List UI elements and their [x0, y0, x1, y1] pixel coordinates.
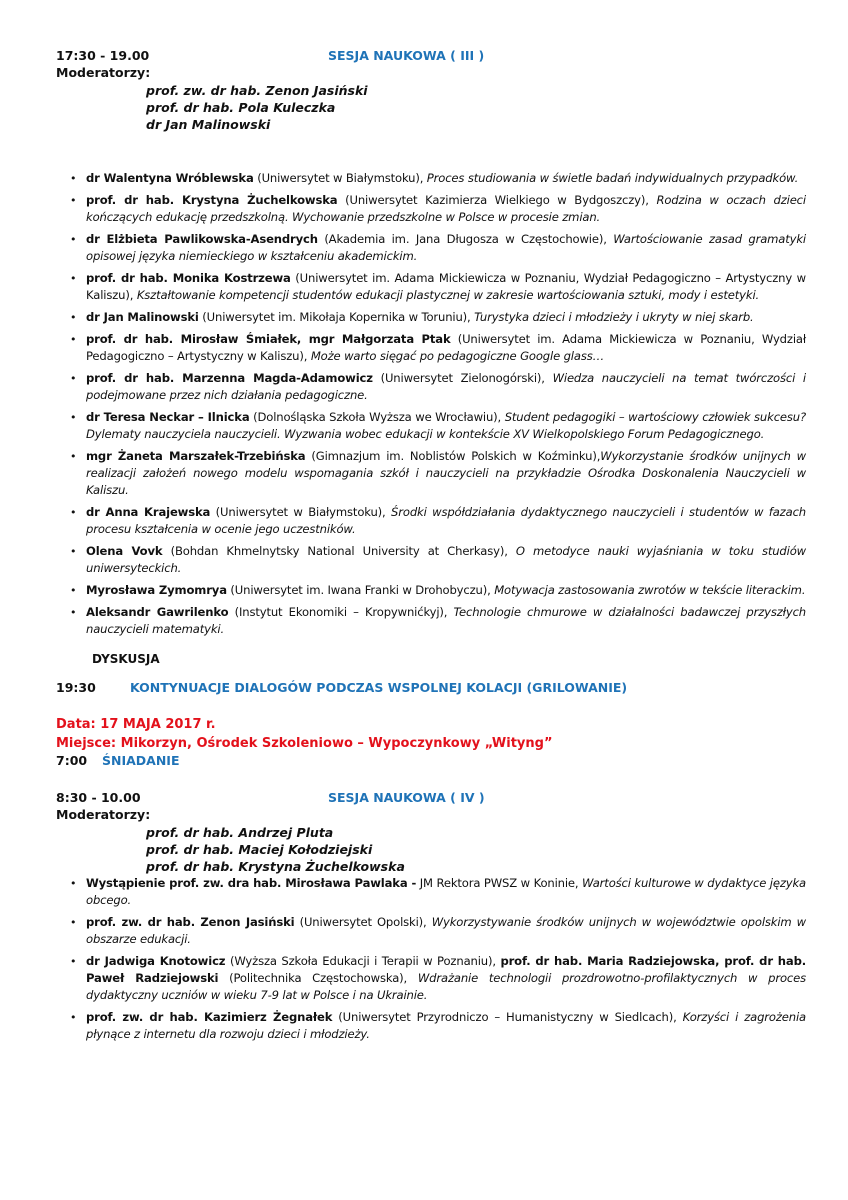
talk-author: prof. dr hab. Mirosław Śmiałek, mgr Małgorzata Ptak: [86, 332, 451, 346]
talk-item: [56, 604, 806, 638]
talk-author: prof. zw. dr hab. Zenon Jasiński: [86, 915, 295, 929]
bullet-icon: •: [70, 194, 77, 207]
talk-author: dr Elżbieta Pawlikowska-Asendrych: [86, 232, 318, 246]
talk-title: Korzyści i zagrożenia płynące z internetu dla rozwoju dzieci i młodzieży.: [86, 1010, 806, 1041]
program-page: [56, 48, 806, 1048]
bullet-icon: •: [70, 272, 77, 285]
moderator: prof. zw. dr hab. Zenon Jasiński: [146, 83, 368, 98]
talk-item: [56, 543, 806, 577]
bullet-icon: •: [70, 584, 77, 597]
talk-item: [56, 270, 806, 304]
day-info: [56, 715, 806, 768]
moderator: prof. dr hab. Andrzej Pluta: [146, 825, 334, 840]
talk-affiliation: (Dolnośląska Szkoła Wyższa we Wrocławiu),: [249, 410, 505, 424]
session-4-header: [56, 790, 806, 807]
moderators-list: [146, 82, 806, 133]
moderator: dr Jan Malinowski: [146, 117, 271, 132]
breakfast-time: 7:00: [56, 753, 88, 768]
bullet-icon: •: [70, 311, 77, 324]
moderator: prof. dr hab. Maciej Kołodziejski: [146, 842, 373, 857]
talk-title: Student pedagogiki – wartościowy człowiek sukcesu? Dylematy nauczyciela nauczycieli. Wyzwania wobec edukacji w kontekście XV Wielkopolskiego Forum Pedagogicznego.: [86, 410, 806, 441]
dinner-label: KONTYNUACJE DIALOGÓW PODCZAS WSPOLNEJ KOLACJI (GRILOWANIE): [130, 680, 628, 695]
talk-item: [56, 448, 806, 499]
talk-affiliation: (Uniwersytet Zielonogórski),: [372, 371, 553, 385]
talk-item: [56, 331, 806, 365]
talk-affiliation: (Bohdan Khmelnytsky National University at Cherkasy),: [162, 544, 516, 558]
session-3-header: [56, 48, 806, 65]
talk-item: [56, 1009, 806, 1043]
talk-affiliation: (Politechnika Częstochowska),: [218, 971, 418, 985]
talk-title: Wiedza nauczycieli na temat twórczości i podejmowane przez nich działania pedagogiczne.: [86, 371, 806, 402]
talk-title: Technologie chmurowe w działalności badawczej przyszłych nauczycieli matematyki.: [86, 605, 806, 636]
bullet-icon: •: [70, 372, 77, 385]
discussion-label: DYSKUSJA: [92, 652, 160, 666]
talk-item: [56, 309, 806, 326]
talk-affiliation: (Uniwersytet im. Iwana Franki w Drohobyczu),: [226, 583, 495, 597]
talk-author: dr Walentyna Wróblewska: [86, 171, 254, 185]
talk-item: [56, 170, 806, 187]
moderators-label: Moderatorzy:: [56, 65, 151, 80]
moderator: prof. dr hab. Krystyna Żuchelkowska: [146, 859, 405, 874]
moderators-list: [146, 824, 806, 875]
talk-item: [56, 192, 806, 226]
talk-item: [56, 231, 806, 265]
breakfast-label: ŚNIADANIE: [102, 753, 180, 768]
breakfast-row: [56, 753, 806, 768]
talk-title: Wartościowanie zasad gramatyki opisowej języka niemieckiego w kształceniu akademickim.: [86, 232, 806, 263]
talk-affiliation: (Wyższa Szkoła Edukacji i Terapii w Poznaniu),: [225, 954, 501, 968]
talk-author: mgr Żaneta Marszałek-Trzebińska: [86, 449, 306, 463]
talk-affiliation: (Uniwersytet im. Mikołaja Kopernika w Toruniu),: [198, 310, 475, 324]
session-title: SESJA NAUKOWA ( IV ): [328, 790, 485, 805]
talk-author: prof. zw. dr hab. Kazimierz Żegnałek: [86, 1010, 333, 1024]
talk-title: Motywacja zastosowania zwrotów w tekście literackim.: [494, 583, 806, 597]
talk-author: Aleksandr Gawrilenko: [86, 605, 229, 619]
talk-item: [56, 875, 806, 909]
bullet-icon: •: [70, 606, 77, 619]
talk-title: Wartości kulturowe w dydaktyce języka obcego.: [86, 876, 807, 907]
talk-affiliation: (Uniwersytet w Białymstoku),: [210, 505, 392, 519]
talk-author: dr Jan Malinowski: [86, 310, 199, 324]
talk-item: [56, 409, 806, 443]
talk-author: dr Teresa Neckar – Ilnicka: [86, 410, 250, 424]
dinner-time: 19:30: [56, 680, 96, 695]
talk-list-session-3: [56, 170, 806, 638]
talk-title: Wykorzystywanie środków unijnych w województwie opolskim w obszarze edukacji.: [86, 915, 806, 946]
talk-affiliation: (Uniwersytet Opolski),: [294, 915, 432, 929]
talk-title: Środki współdziałania dydaktycznego nauczycieli i studentów w fazach procesu kształcenia w ocenie jego uczestników.: [86, 505, 806, 536]
talk-item: [56, 504, 806, 538]
talk-affiliation: (Uniwersytet im. Adama Mickiewicza w Poznaniu, Wydział Pedagogiczno – Artystyczny w Kaliszu),: [86, 332, 807, 363]
session-time: 8:30 - 10.00: [56, 790, 141, 805]
place-line: Miejsce: Mikorzyn, Ośrodek Szkoleniowo – Wypoczynkowy „Wityng”: [56, 736, 553, 751]
session-title: SESJA NAUKOWA ( III ): [328, 48, 485, 63]
bullet-icon: •: [70, 955, 77, 968]
bullet-icon: •: [70, 411, 77, 424]
dinner-row: [56, 680, 806, 695]
talk-affiliation: JM Rektora PWSZ w Koninie,: [416, 876, 583, 890]
date-line: Data: 17 MAJA 2017 r.: [56, 717, 216, 732]
talk-author: Myrosława Zymomrya: [86, 583, 227, 597]
talk-author: prof. dr hab. Maria Radziejowska, prof. dr hab. Paweł Radziejowski: [86, 954, 806, 985]
talk-title: O metodyce nauki wyjaśniania w toku studiów uniwersyteckich.: [86, 544, 806, 575]
talk-title: Wykorzystanie środków unijnych w realizacji założeń nowego modelu wspomagania szkół i nauczycieli na przykładzie Ośrodka Doskonalenia Nauczycieli w Kaliszu.: [86, 449, 806, 497]
bullet-icon: •: [70, 333, 77, 346]
bullet-icon: •: [70, 545, 77, 558]
talk-item: [56, 370, 806, 404]
talk-affiliation: (Instytut Ekonomiki – Kropywnićkyj),: [228, 605, 454, 619]
session-time: 17:30 - 19.00: [56, 48, 150, 63]
bullet-icon: •: [70, 233, 77, 246]
talk-title: Może warto sięgać po pedagogiczne Google glass…: [310, 349, 605, 363]
talk-list-session-4: [56, 875, 806, 1043]
bullet-icon: •: [70, 172, 77, 185]
talk-author: Wystąpienie prof. zw. dra hab. Mirosława Pawlaka -: [86, 876, 417, 890]
bullet-icon: •: [70, 506, 77, 519]
talk-title: Kształtowanie kompetencji studentów edukacji plastycznej w zakresie wartościowania sztuki, mody i estetyki.: [136, 288, 760, 302]
talk-affiliation: (Uniwersytet im. Adama Mickiewicza w Poznaniu, Wydział Pedagogiczno – Artystyczny w Kaliszu),: [86, 271, 806, 302]
bullet-icon: •: [70, 450, 77, 463]
bullet-icon: •: [70, 877, 77, 890]
talk-affiliation: (Uniwersytet Kazimierza Wielkiego w Bydgoszczy),: [337, 193, 657, 207]
talk-author: prof. dr hab. Marzenna Magda-Adamowicz: [86, 371, 373, 385]
talk-affiliation: (Uniwersytet Przyrodniczo – Humanistyczny w Siedlcach),: [332, 1010, 683, 1024]
talk-title: Rodzina w oczach dzieci kończących edukację przedszkolną. Wychowanie przedszkolne w Polsce w procesie zmian.: [86, 193, 806, 224]
talk-item: [56, 953, 806, 1004]
talk-affiliation: (Gimnazjum im. Noblistów Polskich w Koźminku),: [305, 449, 601, 463]
talk-item: [56, 914, 806, 948]
talk-author: dr Anna Krajewska: [86, 505, 211, 519]
bullet-icon: •: [70, 1011, 77, 1024]
talk-author: prof. dr hab. Monika Kostrzewa: [86, 271, 291, 285]
talk-affiliation: (Uniwersytet w Białymstoku),: [253, 171, 427, 185]
talk-title: Wdrażanie technologii prozdrowotno-profilaktycznych w proces dydaktyczny uczniów w wieku 7-9 lat w Polsce i na Ukrainie.: [86, 971, 806, 1002]
talk-author: Olena Vovk: [86, 544, 163, 558]
talk-author: prof. dr hab. Krystyna Żuchelkowska: [86, 193, 338, 207]
talk-author: dr Jadwiga Knotowicz: [86, 954, 226, 968]
talk-title: Turystyka dzieci i młodzieży i ukryty w niej skarb.: [474, 310, 754, 324]
moderator: prof. dr hab. Pola Kuleczka: [146, 100, 336, 115]
talk-item: [56, 582, 806, 599]
talk-title: Proces studiowania w świetle badań indywidualnych przypadków.: [426, 171, 799, 185]
bullet-icon: •: [70, 916, 77, 929]
moderators-label: Moderatorzy:: [56, 807, 151, 822]
talk-affiliation: (Akademia im. Jana Długosza w Częstochowie),: [317, 232, 614, 246]
